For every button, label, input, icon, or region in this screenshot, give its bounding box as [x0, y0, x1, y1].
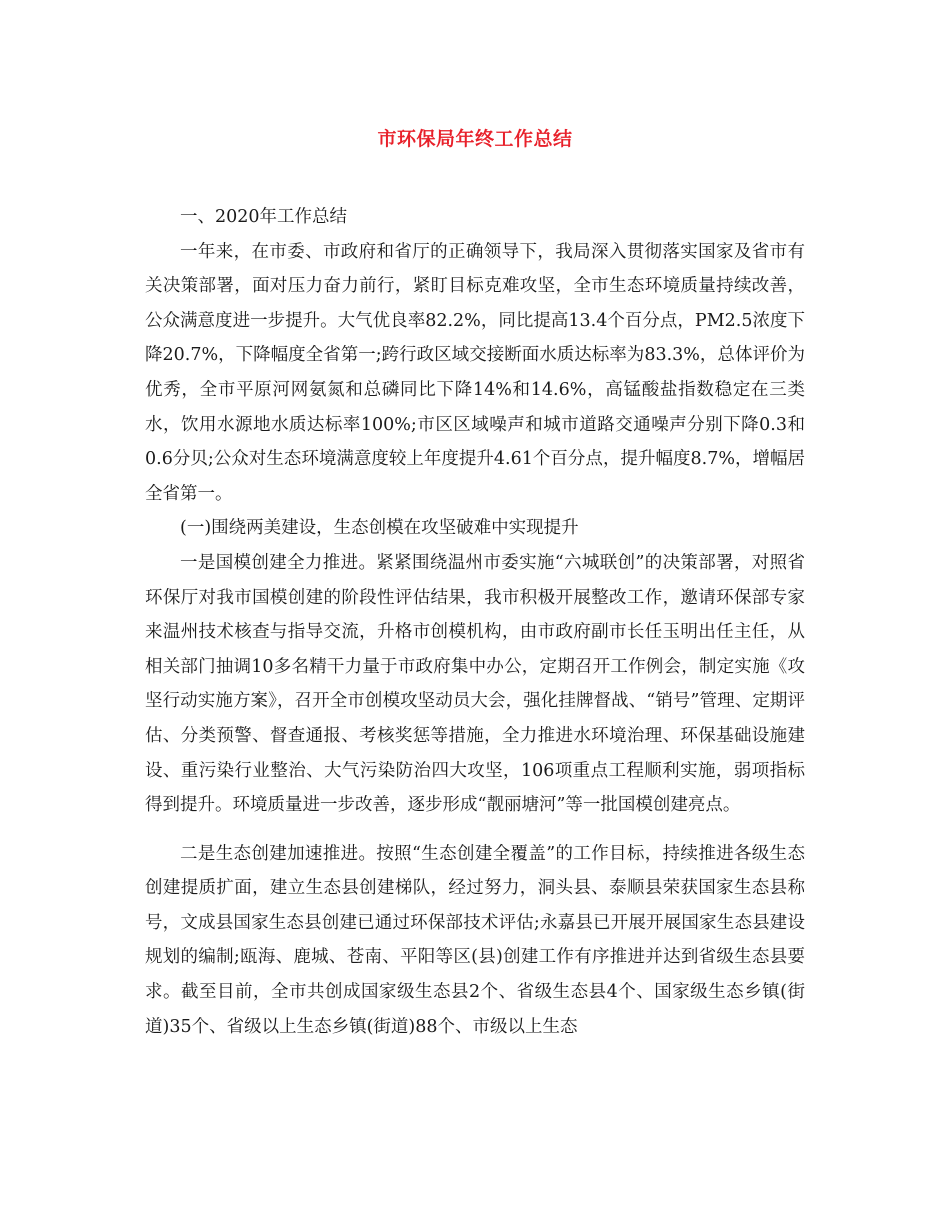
paragraph-national-model-city: 一是国模创建全力推进。紧紧围绕温州市委实施“六城联创”的决策部署，对照省环保厅对我市国模创建的阶段性评估结果，我市积极开展整改工作，邀请环保部专家来温州技术核查与指导交流，升格市创模机构，由市政府副市长任玉明出任主任，从相关部门抽调10多名精干力量于市政府集中办公，定期召开工作例会，制定实施《攻坚行动实施方案》，召开全市创模攻坚动员大会，强化挂牌督战、“销号”管理、定期评估、分类预警、督查通报、考核奖惩等措施，全力推进水环境治理、环保基础设施建设、重污染行业整治、大气污染防治四大攻坚，106项重点工程顺利实施，弱项指标得到提升。环境质量进一步改善，逐步形成“靓丽塘河”等一批国模创建亮点。 [145, 552, 805, 816]
paragraph-annual-overview: 一年来，在市委、市政府和省厅的正确领导下，我局深入贯彻落实国家及省市有关决策部署，面对压力奋力前行，紧盯目标克难攻坚，全市生态环境质量持续改善，公众满意度进一步提升。大气优良率82.2%，同比提高13.4个百分点，PM2.5浓度下降20.7%，下降幅度全省第一;跨行政区域交接断面水质达标率为83.3%，总体评价为优秀，全市平原河网氨氮和总磷同比下降14%和14.6%，高锰酸盐指数稳定在三类水，饮用水源地水质达标率100%;市区区域噪声和城市道路交通噪声分别下降0.3和0.6分贝;公众对生态环境满意度较上年度提升4.61个百分点，提升幅度8.7%，增幅居全省第一。 [145, 241, 805, 504]
subsection-heading-ecological-model: (一)围绕两美建设，生态创模在攻坚破难中实现提升 [180, 518, 579, 539]
paragraph-ecological-creation: 二是生态创建加速推进。按照“生态创建全覆盖”的工作目标，持续推进各级生态创建提质扩面，建立生态县创建梯队，经过努力，洞头县、泰顺县荣获国家生态县称号，文成县国家生态县创建已通过环保部技术评估;永嘉县已开展开展国家生态县建设规划的编制;瓯海、鹿城、苍南、平阳等区(县)创建工作有序推进并达到省级生态县要求。截至目前，全市共创成国家级生态县2个、省级生态县4个、国家级生态乡镇(街道)35个、省级以上生态乡镇(街道)88个、市级以上生态 [145, 843, 805, 1037]
document-title: 市环保局年终工作总结 [377, 128, 573, 150]
document-body [145, 200, 805, 1044]
section-heading-2020-summary: 一、2020年工作总结 [180, 207, 348, 227]
